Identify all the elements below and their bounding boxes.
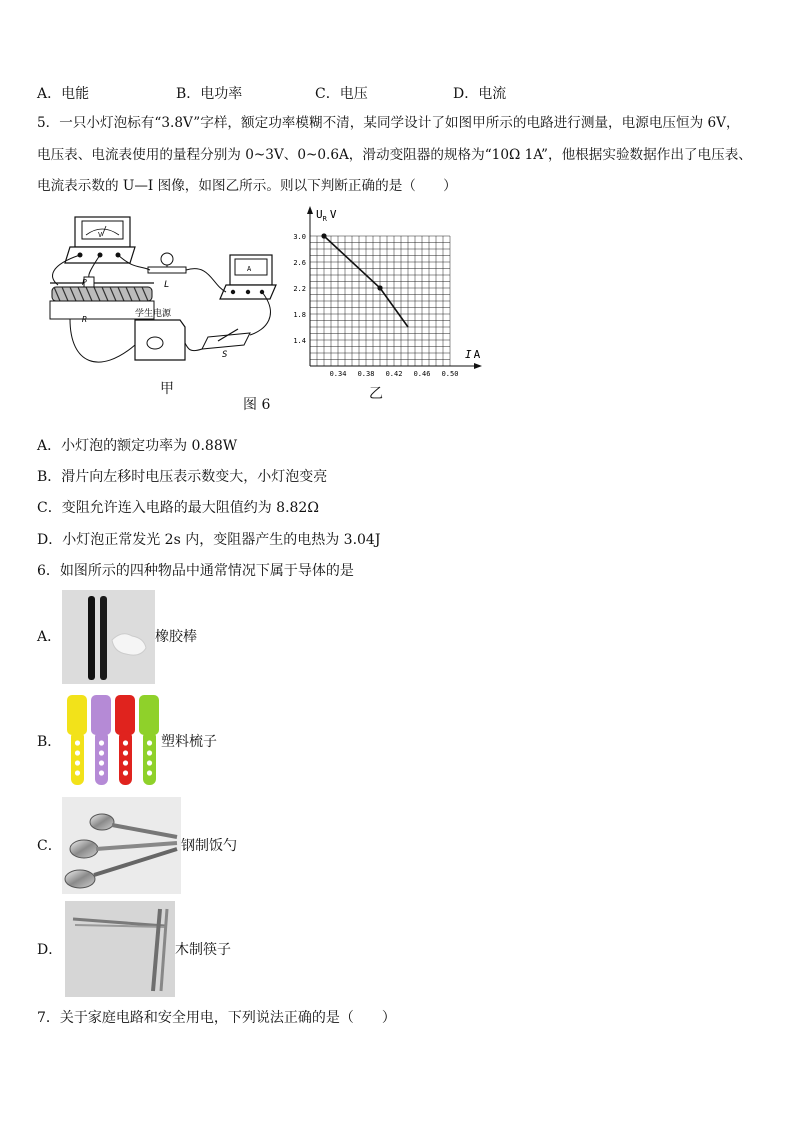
chart-grid: [310, 236, 450, 366]
wooden-chopsticks-image: [65, 901, 175, 997]
power-supply-label: 学生电源: [135, 309, 172, 319]
y-tick-label: 3.0: [293, 233, 306, 241]
q4-option-d: D．电流: [453, 86, 507, 102]
power-supply-icon: [135, 307, 185, 360]
x-axis-label: I A: [465, 348, 481, 361]
q6-item-c-letter: C．: [37, 838, 62, 854]
comb-shape: [139, 695, 159, 785]
y-axis-label: $U_R$ V: [316, 208, 337, 223]
q5-stem-line1: 5．一只小灯泡标有“3.8V”字样，额定功率模糊不清，某同学设计了如图甲所示的电路进行测量，电源电压恒为 6V，: [37, 115, 740, 131]
comb-shape: [115, 695, 135, 785]
circuit-diagram: [40, 215, 280, 385]
ammeter-icon: [220, 255, 276, 299]
voltmeter-label: V: [98, 231, 103, 239]
data-point: [321, 233, 326, 238]
ui-graph: [280, 200, 490, 385]
steel-spoon-image: [62, 797, 181, 894]
figure-caption: 图 6: [243, 397, 271, 413]
bulb-icon: [148, 253, 186, 290]
q6-item-a-letter: A．: [37, 629, 62, 645]
plastic-comb-image: [63, 693, 161, 789]
x-tick-label: 0.46: [413, 370, 431, 378]
q7-stem: 7．关于家庭电路和安全用电，下列说法正确的是（ ）: [37, 1010, 396, 1026]
q6-item-b-letter: B．: [37, 734, 62, 750]
x-tick-label: 0.34: [329, 370, 347, 378]
q6-item-a-label: 橡胶棒: [155, 629, 197, 645]
bulb-label: L: [164, 280, 170, 290]
q5-option-d: D．小灯泡正常发光 2s 内，变阻器产生的电热为 3.04J: [37, 532, 381, 548]
q4-option-b: B．电功率: [176, 86, 243, 102]
q5-stem-line2: 电压表、电流表使用的量程分别为 0~3V、0~0.6A，滑动变阻器的规格为“10Ω 1A”，他根据实验数据作出了电压表、: [37, 147, 752, 163]
figure-left-label: 甲: [160, 381, 174, 397]
q4-option-c: C．电压: [315, 86, 368, 102]
rubber-rod-image: [62, 590, 155, 684]
q5-option-a: A．小灯泡的额定功率为 0.88W: [37, 438, 238, 454]
q6-item-c-label: 钢制饭勺: [181, 838, 237, 854]
comb-shape: [91, 695, 111, 785]
y-tick-label: 1.4: [293, 337, 306, 345]
y-tick-label: 1.8: [293, 311, 306, 319]
slider-label: P: [82, 278, 87, 287]
q6-stem: 6．如图所示的四种物品中通常情况下属于导体的是: [37, 563, 354, 579]
data-point: [377, 285, 382, 290]
q5-stem-line3: 电流表示数的 U—I 图像，如图乙所示。则以下判断正确的是（ ）: [37, 178, 457, 194]
switch-label: S: [222, 350, 228, 360]
x-tick-label: 0.50: [441, 370, 459, 378]
q6-item-d-label: 木制筷子: [175, 942, 231, 958]
q4-option-a: A．电能: [37, 86, 90, 102]
x-tick-label: 0.42: [385, 370, 403, 378]
switch-icon: [202, 329, 250, 360]
comb-shape: [67, 695, 87, 785]
rheostat-label: R: [82, 315, 87, 324]
x-axis-arrow: [474, 363, 482, 369]
x-tick-label: 0.38: [357, 370, 375, 378]
q6-item-b-label: 塑料梳子: [161, 734, 217, 750]
q6-item-d-letter: D．: [37, 942, 63, 958]
figure-right-label: 乙: [369, 386, 383, 402]
y-axis-arrow: [307, 206, 313, 214]
ammeter-label: A: [247, 265, 252, 273]
y-tick-label: 2.2: [293, 285, 306, 293]
q5-option-c: C．变阻允许连入电路的最大阻值约为 8.82Ω: [37, 500, 319, 516]
y-tick-label: 2.6: [293, 259, 306, 267]
q5-option-b: B．滑片向左移时电压表示数变大，小灯泡变亮: [37, 469, 328, 485]
